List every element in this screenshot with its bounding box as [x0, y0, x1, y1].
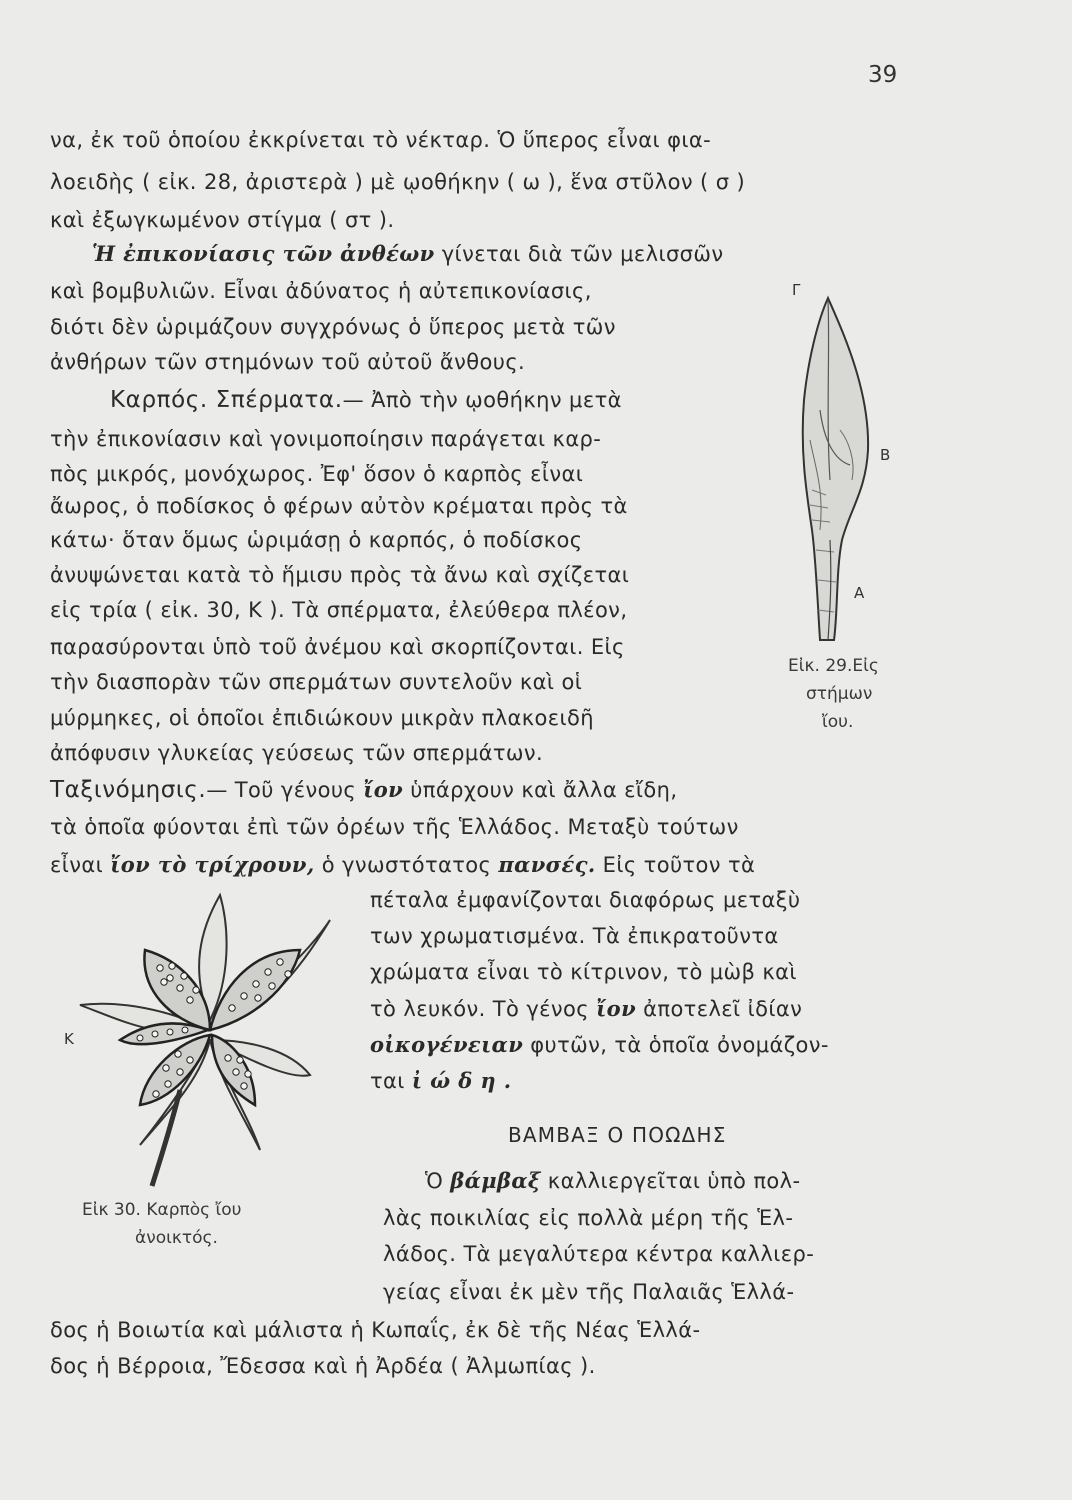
- text-line: [425, 1168, 800, 1193]
- text-line: [92, 241, 724, 266]
- text-line: [50, 777, 677, 803]
- text-line: δος ἡ Βέρροια, Ἔδεσσα καὶ ἡ Ἀρδέα ( Ἀλμωπίας ).: [50, 1354, 596, 1378]
- text-line: καὶ βομβυλιῶν. Εἶναι ἀδύνατος ἡ αὐτεπικονίασις,: [50, 279, 592, 303]
- text-span: καλλιεργεῖται ὑπὸ πολ-: [540, 1169, 801, 1193]
- text-line: ἀνυψώνεται κατὰ τὸ ἥμισυ πρὸς τὰ ἄνω καὶ σχίζεται: [50, 563, 630, 587]
- text-line: εἰς τρία ( εἰκ. 30, Κ ). Τὰ σπέρματα, ἐλεύθερα πλέον,: [50, 598, 628, 622]
- text-line: λοειδὴς ( εἰκ. 28, ἀριστερὰ ) μὲ ῳοθήκην ( ω ), ἕνα στῦλον ( σ ): [50, 170, 746, 194]
- text-span: Ὁ: [425, 1169, 451, 1193]
- text-span: εἶναι: [50, 853, 111, 877]
- text-line: πὸς μικρός, μονόχωρος. Ἐφ' ὅσον ὁ καρπὸς εἶναι: [50, 462, 584, 486]
- text-line: [50, 852, 755, 877]
- text-line: δος ἡ Βοιωτία καὶ μάλιστα ἡ Κωπαΐς, ἐκ δὲ τῆς Νέας Ἑλλά-: [50, 1318, 701, 1342]
- text-span: ἀποτελεῖ ἰδίαν: [636, 997, 803, 1021]
- text-span: — Ἀπὸ τὴν ῳοθήκην μετὰ: [342, 388, 622, 412]
- page-number: 39: [868, 62, 898, 88]
- italic-term: ἴον: [363, 777, 404, 802]
- text-line: μύρμηκες, οἱ ὁποῖοι ἐπιδιώκουν μικρὰν πλακοειδῆ: [50, 706, 595, 730]
- figure30-caption: ἀνοικτός.: [135, 1228, 218, 1248]
- text-line: λὰς ποικιλίας εἰς πολλὰ μέρη τῆς Ἑλ-: [383, 1206, 794, 1230]
- italic-term: ἰ ώ δ η .: [411, 1068, 512, 1093]
- text-span: Εἰς τοῦτον τὰ: [595, 853, 756, 877]
- figure29-label-top: Γ: [792, 281, 801, 299]
- italic-term: ἴον: [596, 996, 637, 1021]
- italic-term: βάμβαξ: [450, 1168, 541, 1193]
- section-heading: Ταξινόμησις.: [50, 777, 207, 803]
- italic-term: οἰκογένειαν: [370, 1032, 524, 1057]
- italic-term: ἴον τὸ τρίχρουν,: [110, 852, 315, 877]
- open-fruit-illustration: [60, 890, 360, 1190]
- section-heading: Καρπός. Σπέρματα.: [110, 387, 343, 413]
- text-line: [370, 996, 802, 1021]
- text-line: λάδος. Τὰ μεγαλύτερα κέντρα καλλιερ-: [383, 1242, 815, 1266]
- figure30-caption: Εἰκ 30. Καρπὸς ἴου: [82, 1200, 242, 1220]
- text-line: [370, 1032, 829, 1057]
- text-line: των χρωματισμένα. Τὰ ἐπικρατοῦντα: [370, 924, 779, 948]
- text-line: τὴν διασπορὰν τῶν σπερμάτων συντελοῦν καὶ οἱ: [50, 670, 583, 694]
- text-line: παρασύρονται ὑπὸ τοῦ ἀνέμου καὶ σκορπίζονται. Εἰς: [50, 635, 625, 659]
- italic-term: πανσές.: [498, 852, 596, 877]
- text-span: τὸ λευκόν. Τὸ γένος: [370, 997, 597, 1021]
- figure29-caption: στήμων: [806, 684, 873, 704]
- text-line: ἀπόφυσιν γλυκείας γεύσεως τῶν σπερμάτων.: [50, 741, 544, 765]
- text-span: φυτῶν, τὰ ὁποῖα ὀνομάζον-: [523, 1033, 829, 1057]
- text-span: ὑπάρχουν καὶ ἄλλα εἴδη,: [403, 778, 678, 802]
- text-line: ἄωρος, ὁ ποδίσκος ὁ φέρων αὐτὸν κρέμαται πρὸς τὰ: [50, 494, 628, 518]
- text-line: να, ἐκ τοῦ ὁποίου ἐκκρίνεται τὸ νέκταρ. Ὁ ὕπερος εἶναι φια-: [50, 128, 712, 152]
- text-line: τὰ ὁποῖα φύονται ἐπὶ τῶν ὀρέων τῆς Ἑλλάδος. Μεταξὺ τούτων: [50, 815, 739, 839]
- text-line: καὶ ἐξωγκωμένον στίγμα ( στ ).: [50, 208, 395, 232]
- text-span: ται: [370, 1069, 412, 1093]
- figure29-caption: Εἰκ. 29.Εἰς: [788, 656, 879, 676]
- stamen-illustration: [790, 290, 880, 650]
- text-line: πέταλα ἐμφανίζονται διαφόρως μεταξὺ: [370, 888, 801, 912]
- text-line: [370, 1068, 511, 1093]
- figure30-label: Κ: [64, 1030, 74, 1048]
- section-title: ΒΑΜΒΑΞ Ο ΠΟΩΔΗΣ: [508, 1123, 727, 1147]
- text-line: γείας εἶναι ἐκ μὲν τῆς Παλαιᾶς Ἑλλά-: [383, 1280, 795, 1304]
- text-span: — Τοῦ γένους: [206, 778, 364, 802]
- text-line: [110, 387, 622, 413]
- text-line: τὴν ἐπικονίασιν καὶ γονιμοποίησιν παράγεται καρ-: [50, 427, 602, 451]
- text-line: κάτω· ὅταν ὅμως ὡριμάσῃ ὁ καρπός, ὁ ποδίσκος: [50, 528, 583, 552]
- figure29-caption: ἴου.: [822, 712, 854, 732]
- text-line: χρώματα εἶναι τὸ κίτρινον, τὸ μὼβ καὶ: [370, 960, 797, 984]
- figure29-label-middle: Β: [880, 446, 891, 464]
- figure29-label-bottom: Α: [854, 584, 865, 602]
- section-term: Ἡ ἐπικονίασις τῶν ἀνθέων: [92, 241, 435, 266]
- text-line: διότι δὲν ὡριμάζουν συγχρόνως ὁ ὕπερος μετὰ τῶν: [50, 315, 616, 339]
- text-span: ὁ γνωστότατος: [314, 853, 499, 877]
- text-line: ἀνθήρων τῶν στημόνων τοῦ αὐτοῦ ἄνθους.: [50, 350, 526, 374]
- text-span: γίνεται διὰ τῶν μελισσῶν: [434, 242, 724, 266]
